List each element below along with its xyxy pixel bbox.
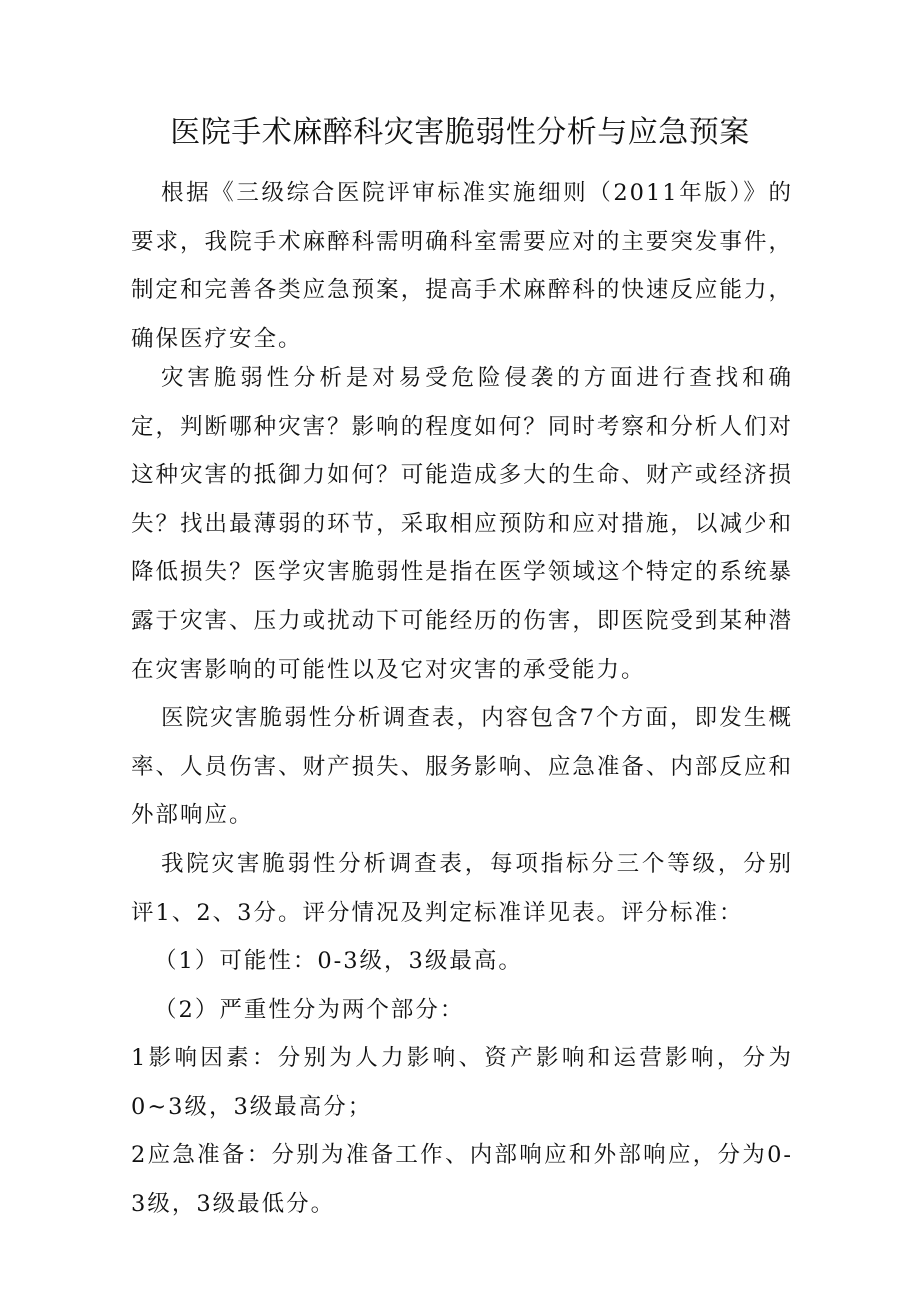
paragraph-survey-contents: 医院灾害脆弱性分析调查表，内容包含7个方面，即发生概率、人员伤害、财产损失、服务影响、应急准备、内部反应和外部响应。 bbox=[131, 705, 793, 829]
paragraph-analysis-definition: 灾害脆弱性分析是对易受危险侵袭的方面进行查找和确定，判断哪种灾害？影响的程度如何？同时考察和分析人们对这种灾害的抵御力如何？可能造成多大的生命、财产或经济损失？找出最薄弱的环节，采取相应预防和应对措施，以减少和降低损失？医学灾害脆弱性是指在医学领域这个特定的系统暴露于灾害、压力或扰动下可能经历的伤害，即医院受到某种潜在灾害影响的可能性以及它对灾害的承受能力。 bbox=[131, 365, 793, 683]
paragraph-intro: 根据《三级综合医院评审标准实施细则（2011年版）》的要求，我院手术麻醉科需明确科室需要应对的主要突发事件，制定和完善各类应急预案，提高手术麻醉科的快速反应能力，确保医疗安全。 bbox=[131, 180, 793, 352]
paragraph-scoring: 我院灾害脆弱性分析调查表，每项指标分三个等级，分别评1、2、3分。评分情况及判定标准详见表。评分标准： bbox=[131, 851, 793, 926]
criteria-possibility: （1）可能性：0-3级，3级最高。 bbox=[154, 948, 523, 974]
item-emergency-preparedness: 2应急准备：分别为准备工作、内部响应和外部响应，分为0-3级，3级最低分。 bbox=[131, 1142, 793, 1217]
document-title: 医院手术麻醉科灾害脆弱性分析与应急预案 bbox=[170, 115, 750, 150]
item-impact-factors: 1影响因素：分别为人力影响、资产影响和运营影响，分为0~3级，3级最高分； bbox=[131, 1045, 793, 1120]
criteria-severity: （2）严重性分为两个部分： bbox=[154, 997, 465, 1023]
